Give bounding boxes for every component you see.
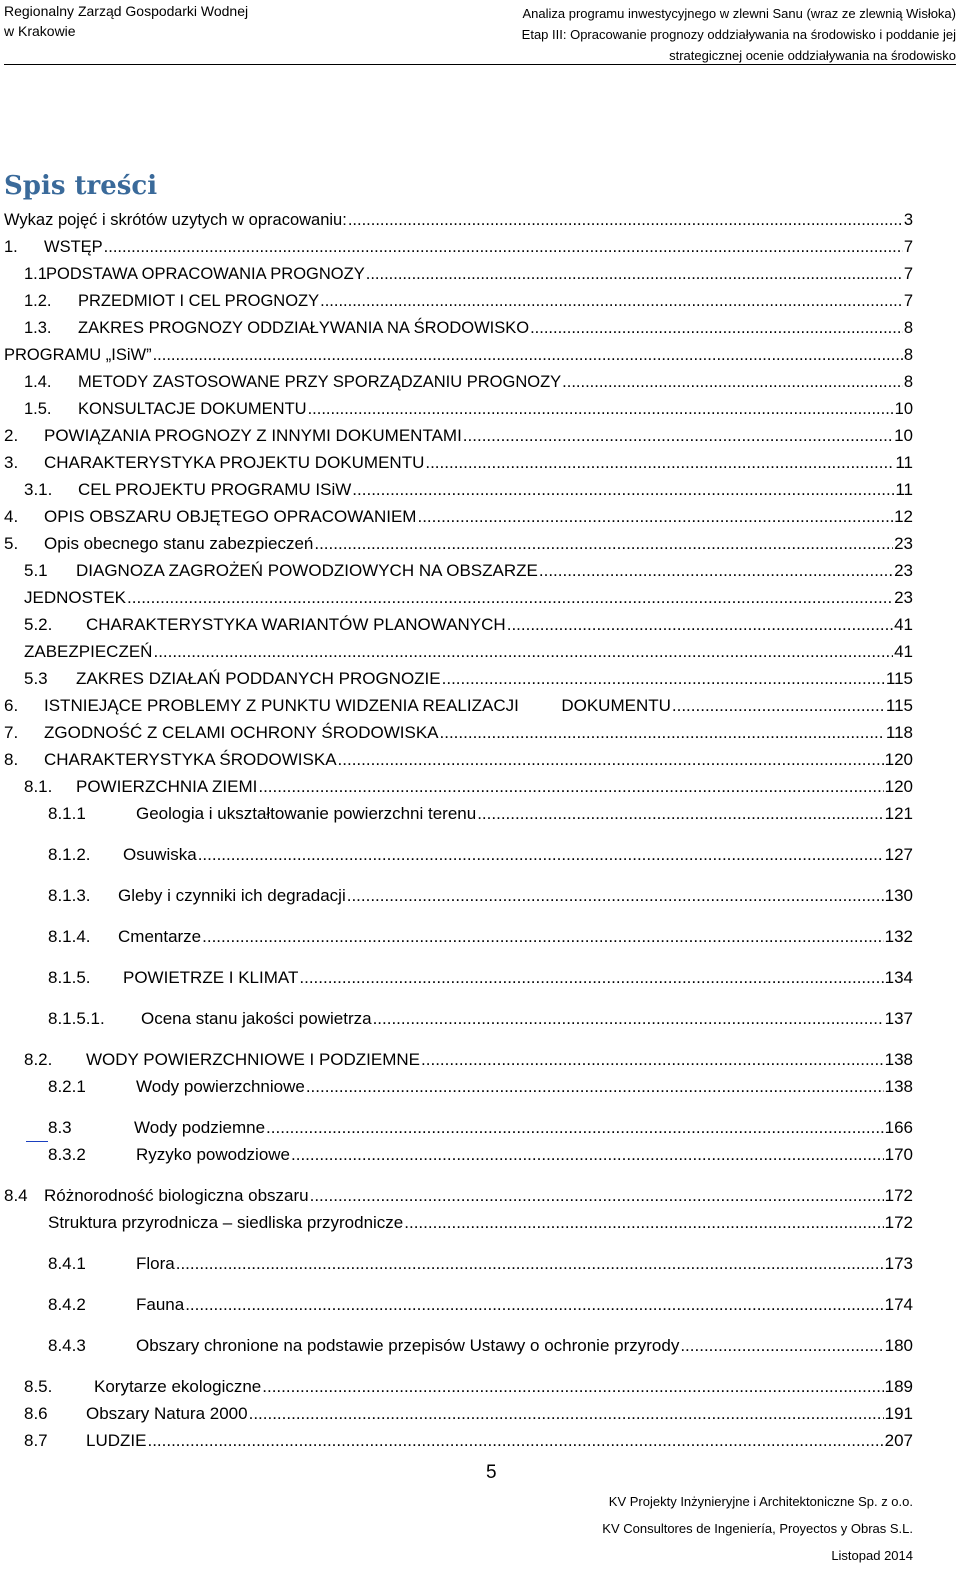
toc-entry-page: 118 bbox=[885, 723, 913, 742]
toc-entry-title: Obszary Natura 2000 bbox=[86, 1404, 248, 1423]
toc-entry[interactable] bbox=[4, 614, 913, 636]
toc-entry[interactable] bbox=[4, 425, 913, 447]
toc-entry-page: 115 bbox=[885, 696, 913, 715]
toc-entry-title: Opis obecnego stanu zabezpieczeń bbox=[44, 534, 314, 553]
header-title-line: Etap III: Opracowanie prognozy oddziaływania na środowisko i poddanie jej bbox=[521, 27, 956, 42]
toc-dot-leader bbox=[507, 614, 893, 636]
toc-entry[interactable] bbox=[4, 722, 913, 744]
footer-line: KV Projekty Inżynieryjne i Architektoniczne Sp. z o.o. bbox=[608, 1494, 913, 1509]
header-title-line: strategicznej ocenie oddziaływania na środowisko bbox=[669, 48, 956, 63]
toc-entry-number: 8.4.2 bbox=[48, 1295, 86, 1314]
toc-entry-number: 8.3 bbox=[48, 1118, 72, 1137]
toc-entry-title: Cmentarze bbox=[118, 927, 202, 946]
toc-entry-number: 8.1. bbox=[24, 777, 53, 796]
toc-dot-leader bbox=[262, 1376, 883, 1398]
toc-entry-title: Struktura przyrodnicza – siedliska przyrodnicze bbox=[48, 1213, 404, 1232]
toc-entry[interactable] bbox=[4, 1049, 913, 1071]
toc-entry-number: 5.2. bbox=[24, 615, 53, 634]
header-org-line: Regionalny Zarząd Gospodarki Wodnej bbox=[4, 3, 249, 19]
toc-entry[interactable] bbox=[4, 398, 913, 420]
toc-entry[interactable] bbox=[4, 641, 913, 663]
toc-entry-page: 3 bbox=[903, 211, 913, 229]
toc-entry-page: 138 bbox=[884, 1077, 913, 1096]
header-title-line: Analiza programu inwestycyjnego w zlewni Sanu (wraz ze zlewnią Wisłoka) bbox=[522, 6, 956, 21]
toc-entry-title: OPIS OBSZARU OBJĘTEGO OPRACOWANIEM bbox=[44, 507, 417, 526]
toc-dot-leader bbox=[373, 1008, 884, 1030]
toc-entry-page: 7 bbox=[903, 238, 913, 256]
toc-entry-title: CHARAKTERYSTYKA ŚRODOWISKA bbox=[44, 750, 337, 769]
toc-entry[interactable] bbox=[4, 263, 913, 285]
toc-entry[interactable] bbox=[4, 967, 913, 989]
toc-entry-page: 23 bbox=[894, 588, 913, 607]
toc-entry-page: 172 bbox=[884, 1213, 913, 1232]
toc-entry-title: PODSTAWA OPRACOWANIA PROGNOZY bbox=[46, 265, 365, 283]
toc-dot-leader bbox=[442, 668, 885, 690]
header-org-line: w Krakowie bbox=[4, 23, 76, 39]
toc-entry-page: 172 bbox=[884, 1186, 913, 1205]
toc-dot-leader bbox=[308, 398, 894, 420]
toc-entry-page: 41 bbox=[894, 615, 913, 634]
toc-dot-leader bbox=[338, 749, 884, 771]
toc-entry-title: ZABEZPIECZEŃ bbox=[24, 642, 153, 661]
toc-dot-leader bbox=[198, 844, 884, 866]
toc-entry-title: Różnorodność biologiczna obszaru bbox=[44, 1186, 309, 1205]
toc-entry-title: CEL PROJEKTU PROGRAMU ISiW bbox=[78, 480, 352, 499]
toc-entry-page: 11 bbox=[895, 453, 913, 472]
toc-entry[interactable] bbox=[4, 844, 913, 866]
toc-dot-leader bbox=[176, 1253, 884, 1275]
toc-dot-leader bbox=[530, 317, 903, 339]
toc-dot-leader bbox=[477, 803, 883, 825]
toc-dot-leader bbox=[291, 1144, 884, 1166]
toc-entry[interactable] bbox=[4, 344, 913, 366]
toc-entry-title: ZAKRES PROGNOZY ODDZIAŁYWANIA NA ŚRODOWISKO bbox=[78, 319, 530, 337]
toc-entry-page: 166 bbox=[884, 1118, 913, 1137]
toc-entry-title: JEDNOSTEK bbox=[24, 588, 127, 607]
toc-entry[interactable] bbox=[4, 926, 913, 948]
toc-entry-title: Ryzyko powodziowe bbox=[136, 1145, 291, 1164]
toc-entry-number: 8.3.2 bbox=[48, 1145, 86, 1164]
toc-entry-page: 173 bbox=[884, 1254, 913, 1273]
toc-entry-number: 8.6 bbox=[24, 1404, 48, 1423]
toc-entry-number: 1.5. bbox=[24, 400, 52, 418]
toc-entry-number: 1.1 bbox=[24, 265, 47, 283]
toc-entry-number: 3.1. bbox=[24, 480, 53, 499]
toc-entry-number: 8.1.5.1. bbox=[48, 1009, 105, 1028]
toc-dot-leader bbox=[348, 209, 903, 231]
toc-dot-leader bbox=[320, 290, 903, 312]
toc-entry-number: 4. bbox=[4, 507, 19, 526]
footer-company bbox=[602, 1488, 913, 1569]
toc-entry[interactable] bbox=[4, 1294, 913, 1316]
toc-entry[interactable] bbox=[4, 587, 913, 609]
toc-entry-title: POWIĄZANIA PROGNOZY Z INNYMI DOKUMENTAMI bbox=[44, 426, 462, 445]
footer-line: KV Consultores de Ingeniería, Proyectos y Obras S.L. bbox=[602, 1521, 913, 1536]
toc-dot-leader bbox=[266, 1117, 884, 1139]
toc-entry[interactable] bbox=[4, 1117, 913, 1139]
toc-entry-title: Flora bbox=[136, 1254, 175, 1273]
toc-entry-page: 10 bbox=[894, 400, 913, 418]
toc-entry-number: 8.1.4. bbox=[48, 927, 91, 946]
toc-entry-page: 7 bbox=[903, 292, 913, 310]
toc-entry-page: 8 bbox=[903, 319, 913, 337]
toc-entry-number: 2. bbox=[4, 426, 19, 445]
toc-entry-page: 12 bbox=[894, 507, 913, 526]
toc-entry-title: ZGODNOŚĆ Z CELAMI OCHRONY ŚRODOWISKA bbox=[44, 723, 439, 742]
toc-entry-title: PROGRAMU „ISiW” bbox=[4, 346, 152, 364]
toc-dot-leader bbox=[306, 1076, 884, 1098]
toc-entry-page: 127 bbox=[884, 845, 913, 864]
toc-entry[interactable] bbox=[4, 749, 913, 771]
toc-entry-title: ZAKRES DZIAŁAŃ PODDANYCH PROGNOZIE bbox=[76, 669, 441, 688]
toc-dot-leader bbox=[352, 479, 894, 501]
toc-entry-page: 11 bbox=[895, 480, 913, 499]
toc-entry-number: 5. bbox=[4, 534, 19, 553]
toc-entry-page: 8 bbox=[903, 373, 913, 391]
toc-entry-title: Gleby i czynniki ich degradacji bbox=[118, 886, 346, 905]
toc-entry[interactable] bbox=[4, 1144, 913, 1166]
toc-entry-title: Ocena stanu jakości powietrza bbox=[141, 1009, 372, 1028]
toc-dot-leader bbox=[347, 885, 884, 907]
toc-entry[interactable] bbox=[4, 1076, 913, 1098]
toc-dot-leader bbox=[127, 587, 893, 609]
toc-entry-number: 8.4 bbox=[4, 1186, 28, 1205]
toc-entry[interactable] bbox=[4, 1008, 913, 1030]
toc-entry-page: 23 bbox=[894, 561, 913, 580]
toc-entry-number: 5.1 bbox=[24, 561, 48, 580]
toc-entry[interactable] bbox=[4, 317, 913, 339]
toc-entry-title: POWIERZCHNIA ZIEMI bbox=[76, 777, 258, 796]
toc-entry-number: 8.1.3. bbox=[48, 886, 91, 905]
toc-dot-leader bbox=[562, 371, 903, 393]
toc-dot-leader bbox=[104, 236, 903, 258]
toc-entry-title: Geologia i ukształtowanie powierzchni terenu bbox=[136, 804, 477, 823]
toc-entry[interactable] bbox=[4, 371, 913, 393]
toc-entry-title: Wykaz pojęć i skrótów uzytych w opracowaniu: bbox=[4, 211, 347, 229]
toc-entry[interactable] bbox=[4, 668, 913, 690]
toc-entry[interactable] bbox=[4, 1185, 913, 1207]
toc-entry-title: WODY POWIERZCHNIOWE I PODZIEMNE bbox=[86, 1050, 421, 1069]
toc-entry-number: 3. bbox=[4, 453, 19, 472]
toc-entry-number: 8.2. bbox=[24, 1050, 53, 1069]
toc-entry-page: 207 bbox=[884, 1431, 913, 1450]
toc-entry-page: 191 bbox=[884, 1404, 913, 1423]
toc-entry-number: 7. bbox=[4, 723, 19, 742]
toc-entry-number: 8.4.1 bbox=[48, 1254, 86, 1273]
toc-entry-number: 6. bbox=[4, 696, 19, 715]
toc-entry-title: CHARAKTERYSTYKA PROJEKTU DOKUMENTU bbox=[44, 453, 425, 472]
toc-entry[interactable] bbox=[4, 560, 913, 582]
toc-entry[interactable] bbox=[4, 236, 913, 258]
toc-entry-number: 1. bbox=[4, 238, 18, 256]
toc-entry-title: DIAGNOZA ZAGROŻEŃ POWODZIOWYCH NA OBSZARZE bbox=[76, 561, 538, 580]
toc-dot-leader bbox=[310, 1185, 884, 1207]
toc-dot-leader bbox=[153, 641, 893, 663]
toc-entry-page: 130 bbox=[884, 886, 913, 905]
toc-dot-leader bbox=[440, 722, 885, 744]
toc-dot-leader bbox=[299, 967, 883, 989]
toc-entry-number: 8.7 bbox=[24, 1431, 48, 1450]
footer-line: Listopad 2014 bbox=[831, 1548, 913, 1563]
toc-dot-leader bbox=[249, 1403, 884, 1425]
toc-entry-number: 8.2.1 bbox=[48, 1077, 86, 1096]
toc-entry-title: LUDZIE bbox=[86, 1431, 147, 1450]
toc-dot-leader bbox=[202, 926, 883, 948]
toc-entry[interactable] bbox=[4, 1430, 913, 1452]
toc-dot-leader bbox=[404, 1212, 883, 1234]
toc-dot-leader bbox=[147, 1430, 883, 1452]
toc-entry[interactable] bbox=[4, 506, 913, 528]
toc-entry-page: 132 bbox=[884, 927, 913, 946]
toc-entry-number: 8. bbox=[4, 750, 19, 769]
toc-entry-page: 137 bbox=[884, 1009, 913, 1028]
toc-entry-page: 23 bbox=[894, 534, 913, 553]
toc-dot-leader bbox=[463, 425, 893, 447]
toc-entry-title: Obszary chronione na podstawie przepisów Ustawy o ochronie przyrody bbox=[136, 1336, 680, 1355]
toc-entry[interactable] bbox=[4, 1403, 913, 1425]
toc-dot-leader bbox=[425, 452, 894, 474]
toc-entry-page: 120 bbox=[884, 750, 913, 769]
toc-entry-page: 8 bbox=[903, 346, 913, 364]
toc-entry-page: 121 bbox=[884, 804, 913, 823]
toc-dot-leader bbox=[153, 344, 903, 366]
toc-entry-page: 134 bbox=[884, 968, 913, 987]
toc-entry-title: PRZEDMIOT I CEL PROGNOZY bbox=[78, 292, 320, 310]
toc-entry[interactable] bbox=[4, 776, 913, 798]
header-organization bbox=[4, 1, 248, 41]
toc-entry-number: 1.2. bbox=[24, 292, 52, 310]
toc-entry-page: 115 bbox=[885, 669, 913, 688]
toc-entry-page: 170 bbox=[884, 1145, 913, 1164]
toc-entry-number: 8.5. bbox=[24, 1377, 53, 1396]
toc-entry-number: 8.1.1 bbox=[48, 804, 86, 823]
toc-entry[interactable] bbox=[4, 1212, 913, 1234]
toc-entry-number: 5.3 bbox=[24, 669, 48, 688]
hyperlink-underline bbox=[26, 1141, 48, 1142]
toc-entry-title: Korytarze ekologiczne bbox=[94, 1377, 262, 1396]
toc-entry[interactable] bbox=[4, 209, 913, 231]
toc-entry-page: 189 bbox=[884, 1377, 913, 1396]
toc-entry[interactable] bbox=[4, 1335, 913, 1357]
toc-entry[interactable] bbox=[4, 695, 913, 717]
toc-entry-title: POWIETRZE I KLIMAT bbox=[123, 968, 299, 987]
toc-entry-title: Wody powierzchniowe bbox=[136, 1077, 305, 1096]
toc-entry-number: 1.3. bbox=[24, 319, 52, 337]
toc-dot-leader bbox=[680, 1335, 883, 1357]
toc-entry-number: 8.1.2. bbox=[48, 845, 91, 864]
toc-entry-page: 41 bbox=[894, 642, 913, 661]
toc-entry-page: 138 bbox=[884, 1050, 913, 1069]
toc-dot-leader bbox=[185, 1294, 883, 1316]
toc-heading: Spis treści bbox=[4, 171, 158, 201]
toc-dot-leader bbox=[421, 1049, 884, 1071]
toc-entry[interactable] bbox=[4, 452, 913, 474]
toc-entry[interactable] bbox=[4, 1253, 913, 1275]
toc-entry[interactable] bbox=[4, 290, 913, 312]
toc-dot-leader bbox=[314, 533, 893, 555]
toc-entry-title: CHARAKTERYSTYKA WARIANTÓW PLANOWANYCH bbox=[86, 615, 506, 634]
toc-entry[interactable] bbox=[4, 885, 913, 907]
toc-entry-page: 174 bbox=[884, 1295, 913, 1314]
toc-entry[interactable] bbox=[4, 1376, 913, 1398]
header-divider bbox=[4, 64, 956, 65]
toc-dot-leader bbox=[417, 506, 893, 528]
toc-dot-leader bbox=[672, 695, 885, 717]
toc-entry[interactable] bbox=[4, 533, 913, 555]
toc-entry-page: 7 bbox=[903, 265, 913, 283]
header-document-title bbox=[522, 3, 956, 66]
toc-entry-title: Fauna bbox=[136, 1295, 185, 1314]
toc-entry[interactable] bbox=[4, 479, 913, 501]
toc-entry-title: KONSULTACJE DOKUMENTU bbox=[78, 400, 307, 418]
toc-entry-number: 8.4.3 bbox=[48, 1336, 86, 1355]
toc-dot-leader bbox=[258, 776, 883, 798]
page-number: 5 bbox=[486, 1462, 497, 1483]
toc-dot-leader bbox=[539, 560, 893, 582]
toc-entry-title: METODY ZASTOSOWANE PRZY SPORZĄDZANIU PROGNOZY bbox=[78, 373, 562, 391]
toc-entry-page: 10 bbox=[894, 426, 913, 445]
toc-entry-title: Wody podziemne bbox=[134, 1118, 266, 1137]
toc-entry-page: 120 bbox=[884, 777, 913, 796]
toc-entry-title: ISTNIEJĄCE PROBLEMY Z PUNKTU WIDZENIA REALIZACJI DOKUMENTU bbox=[44, 696, 671, 715]
toc-dot-leader bbox=[366, 263, 903, 285]
toc-entry-title: WSTĘP bbox=[44, 238, 103, 256]
toc-entry-title: Osuwiska bbox=[123, 845, 197, 864]
toc-entry[interactable] bbox=[4, 803, 913, 825]
toc-entry-number: 8.1.5. bbox=[48, 968, 91, 987]
toc-entry-number: 1.4. bbox=[24, 373, 52, 391]
toc-entry-page: 180 bbox=[884, 1336, 913, 1355]
